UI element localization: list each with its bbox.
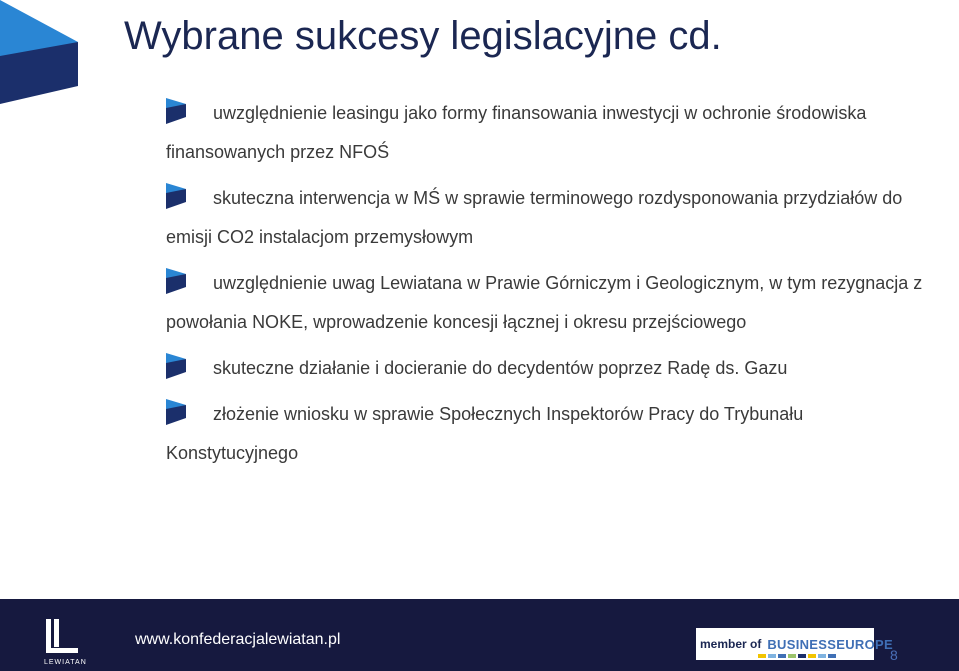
bullet-text: skuteczna interwencja w MŚ w sprawie terminowego rozdysponowania przydziałów do emisji CO2 instalacjom przemysłowym <box>166 188 903 247</box>
badge-brand: BUSINESSEUROPE <box>767 636 893 652</box>
blue-arrow-flag-icon <box>166 399 186 425</box>
blue-arrow-flag-icon <box>166 268 186 294</box>
bullet-text: skuteczne działanie i docieranie do decydentów poprzez Radę ds. Gazu <box>213 358 788 378</box>
footer-logo-text: LEWIATAN <box>44 659 87 666</box>
blue-arrow-flag-icon <box>166 98 186 124</box>
corner-logo-icon <box>0 0 80 110</box>
lewiatan-logo-icon <box>44 619 80 657</box>
businesseurope-badge <box>696 628 893 660</box>
slide-title: Wybrane sukcesy legislacyjne cd. <box>124 14 722 58</box>
badge-stripes <box>758 654 836 658</box>
badge-prefix: member of <box>700 637 762 651</box>
list-item <box>166 94 926 172</box>
list-item <box>166 395 926 473</box>
footer-url-link[interactable]: www.konfederacjalewiatan.pl <box>135 631 341 648</box>
bullet-text: uwzględnienie uwag Lewiatana w Prawie Górniczym i Geologicznym, w tym rezygnacja z powołania NOKE, wprowadzenie koncesji łącznej i okresu przejściowego <box>166 273 923 332</box>
list-item <box>166 264 926 342</box>
bullet-text: złożenie wniosku w sprawie Społecznych Inspektorów Pracy do Trybunału Konstytucyjnego <box>166 404 804 463</box>
list-item <box>166 349 926 388</box>
blue-arrow-flag-icon <box>166 353 186 379</box>
bullet-text: uwzględnienie leasingu jako formy finansowania inwestycji w ochronie środowiska finansowanych przez NFOŚ <box>166 103 867 162</box>
list-item <box>166 179 926 257</box>
bullet-list <box>166 94 926 480</box>
blue-arrow-flag-icon <box>166 183 186 209</box>
footer-bar <box>0 599 959 671</box>
page-number: 8 <box>890 647 898 663</box>
